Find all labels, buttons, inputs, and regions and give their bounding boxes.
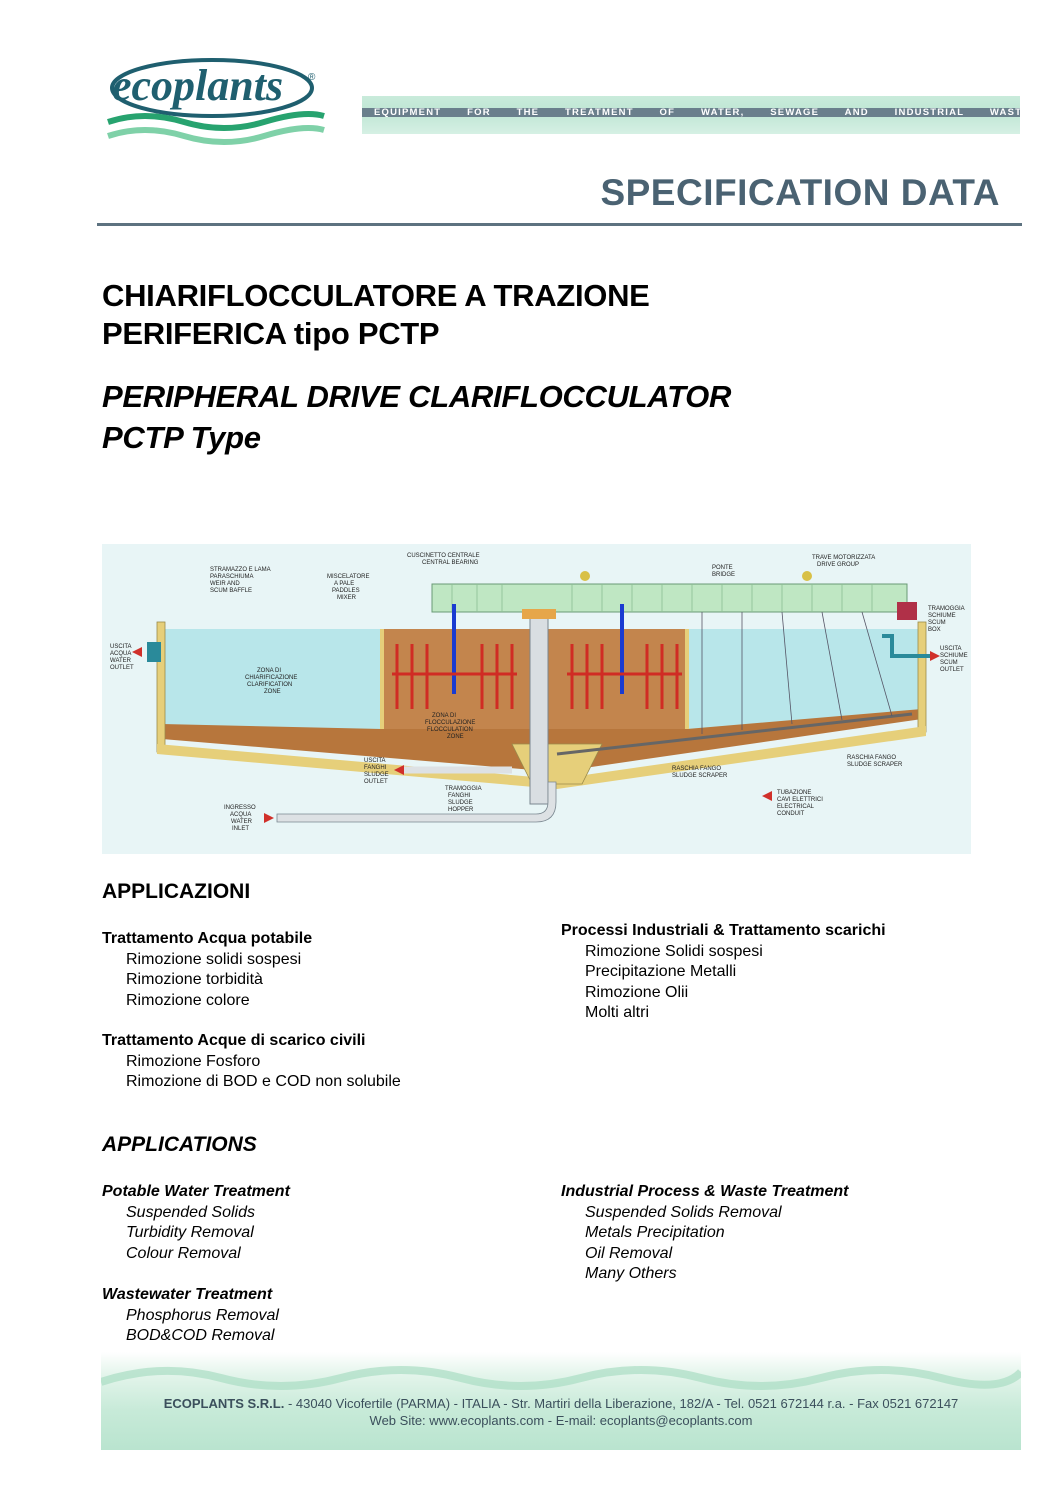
list-item: Rimozione Solidi sospesi — [585, 942, 763, 960]
list-item: Precipitazione Metalli — [585, 963, 737, 980]
diagram-label: BRIDGE — [712, 572, 736, 578]
title-english-line-1: PERIPHERAL DRIVE CLARIFLOCCULATOR — [102, 379, 732, 414]
footer-company: ECOPLANTS S.R.L. — [163, 1396, 285, 1411]
drive-group — [897, 602, 917, 620]
tagline-text: EQUIPMENT FOR THE TREATMENT OF WATER, SEWAGE AND INDUSTRIAL WASTE — [374, 107, 1030, 118]
title-italian-line-1: CHIARIFLOCCULATORE A TRAZIONE — [102, 278, 650, 313]
diagram-label: SCUM — [940, 660, 958, 666]
diagram-label: RASCHIA FANGO — [847, 755, 897, 761]
logo-registered-mark: ® — [308, 72, 316, 83]
water-inlet-arrow — [264, 813, 274, 823]
list-item: Rimozione colore — [126, 991, 250, 1009]
diagram-label: OUTLET — [110, 665, 134, 671]
diagram-label: CLARIFICATION — [247, 682, 293, 688]
bridge — [432, 584, 907, 612]
diagram-label: INLET — [232, 826, 250, 832]
title-english-line-2: PCTP Type — [102, 420, 261, 455]
group-title: Potable Water Treatment — [102, 1183, 290, 1200]
diagram-label: STRAMAZZO E LAMA — [210, 567, 271, 573]
diagram-label: OUTLET — [364, 779, 388, 785]
list-item: Colour Removal — [126, 1244, 241, 1262]
diagram-label: USCITA — [940, 646, 962, 652]
diagram-label: RASCHIA FANGO — [672, 766, 722, 772]
list-item: Oil Removal — [585, 1244, 673, 1262]
ecoplants-logo — [104, 50, 329, 155]
diagram-label: FLOCCULAZIONE — [425, 720, 476, 726]
diagram-label: SCHIUME — [928, 613, 956, 619]
diagram-label: TRAMOGGIA — [445, 786, 482, 792]
diagram-label: INGRESSO — [224, 805, 256, 811]
diagram-label: ZONE — [447, 734, 464, 740]
list-item: Rimozione torbidità — [126, 971, 263, 988]
water-outlet-box — [147, 642, 161, 662]
diagram-label: ELECTRICAL — [777, 804, 815, 810]
header-rule — [97, 223, 1022, 226]
central-column — [530, 614, 548, 804]
group-title: Industrial Process & Waste Treatment — [561, 1183, 849, 1200]
diagram-label: WATER — [231, 819, 252, 825]
group-title: Trattamento Acque di scarico civili — [102, 1032, 366, 1049]
diagram-label: SLUDGE — [364, 772, 389, 778]
applicazioni-group-potabile — [102, 929, 312, 1011]
list-item: Rimozione Fosforo — [126, 1052, 261, 1070]
footer-address-text: - 43040 Vicofertile (PARMA) - ITALIA - Str. Martiri della Liberazione, 182/A - Tel. 0521 672144 r.a. - Fax 0521 672147 — [284, 1396, 959, 1411]
applications-heading: APPLICATIONS — [102, 1133, 257, 1156]
diagram-label: ZONA DI — [432, 713, 457, 719]
diagram-label: FANGHI — [364, 765, 387, 771]
diagram-label: SCHIUME — [940, 653, 968, 659]
diagram-label: PONTE — [712, 565, 733, 571]
tagline-banner — [362, 96, 1030, 134]
diagram-label: PARASCHIUMA — [210, 574, 254, 580]
diagram-label: SLUDGE — [448, 800, 473, 806]
group-title: Processi Industriali & Trattamento scarichi — [561, 922, 886, 939]
diagram-label: MISCELATORE — [327, 574, 370, 580]
diagram-label: DRIVE GROUP — [817, 562, 860, 568]
diagram-label: FLOCCULATION — [427, 727, 473, 733]
list-item: Rimozione Olii — [585, 983, 689, 1001]
diagram-label: SLUDGE SCRAPER — [847, 762, 903, 768]
list-item: Suspended Solids Removal — [585, 1203, 782, 1221]
applications-group-industrial — [561, 1182, 849, 1285]
applicazioni-group-industriali — [561, 921, 886, 1024]
group-title: Trattamento Acqua potabile — [102, 930, 313, 947]
group-title: Wastewater Treatment — [102, 1286, 273, 1303]
clarifloculator-diagram — [102, 544, 971, 854]
footer-wave — [101, 1352, 1021, 1392]
diagram-label: MIXER — [337, 595, 357, 601]
applications-group-wastewater — [102, 1285, 279, 1347]
diagram-label: OUTLET — [940, 667, 964, 673]
diagram-label: WEIR AND — [210, 581, 240, 587]
applications-group-potable — [102, 1182, 290, 1264]
scum-outlet-arrow — [930, 651, 940, 661]
title-italian-line-2: PERIFERICA tipo PCTP — [102, 316, 440, 351]
list-item: Rimozione solidi sospesi — [126, 950, 302, 968]
diagram-label: ZONA DI — [257, 668, 282, 674]
footer-web-email: Web Site: www.ecoplants.com - E-mail: ecoplants@ecoplants.com — [369, 1413, 753, 1428]
diagram-label: CENTRAL BEARING — [422, 560, 479, 566]
diagram-label: PADDLES — [332, 588, 360, 594]
diagram-label: TUBAZIONE — [777, 790, 812, 796]
diagram-label: HOPPER — [448, 807, 474, 813]
conduit-arrow — [762, 791, 772, 801]
diagram-label: USCITA — [110, 644, 132, 650]
diagram-label: ZONE — [264, 689, 281, 695]
diagram-label: CAVI ELETTRICI — [777, 797, 823, 803]
logo-text: ecoplants — [112, 61, 284, 110]
list-item: Phosphorus Removal — [126, 1306, 279, 1324]
list-item: Many Others — [585, 1265, 677, 1282]
water-outlet-arrow — [132, 647, 142, 657]
list-item: Molti altri — [585, 1004, 650, 1021]
diagram-label: TRAVE MOTORIZZATA — [812, 555, 876, 561]
list-item: Turbidity Removal — [126, 1224, 254, 1241]
diagram-label: SLUDGE SCRAPER — [672, 773, 728, 779]
diagram-label: USCITA — [364, 758, 386, 764]
diagram-label: CHIARIFICAZIONE — [245, 675, 298, 681]
list-item: Rimozione di BOD e COD non solubile — [126, 1073, 401, 1090]
specification-data-title: SPECIFICATION DATA — [600, 172, 1000, 213]
diagram-label: WATER — [110, 658, 131, 664]
diagram-label: ACQUA — [110, 651, 132, 657]
footer-address — [101, 1396, 1021, 1411]
applicazioni-heading: APPLICAZIONI — [102, 880, 251, 903]
list-item: Metals Precipitation — [585, 1224, 725, 1241]
diagram-label: SCUM BAFFLE — [210, 588, 253, 594]
list-item: Suspended Solids — [126, 1203, 255, 1221]
diagram-label: ACQUA — [230, 812, 252, 818]
diagram-label: TRAMOGGIA — [928, 606, 965, 612]
diagram-label: FANGHI — [448, 793, 471, 799]
applicazioni-group-civili — [102, 1031, 401, 1093]
diagram-label: CONDUIT — [777, 811, 805, 817]
list-item: BOD&COD Removal — [126, 1327, 275, 1344]
diagram-label: A PALE — [334, 581, 355, 587]
diagram-label: CUSCINETTO CENTRALE — [407, 553, 480, 559]
diagram-label: SCUM — [928, 620, 946, 626]
diagram-label: BOX — [928, 627, 941, 633]
